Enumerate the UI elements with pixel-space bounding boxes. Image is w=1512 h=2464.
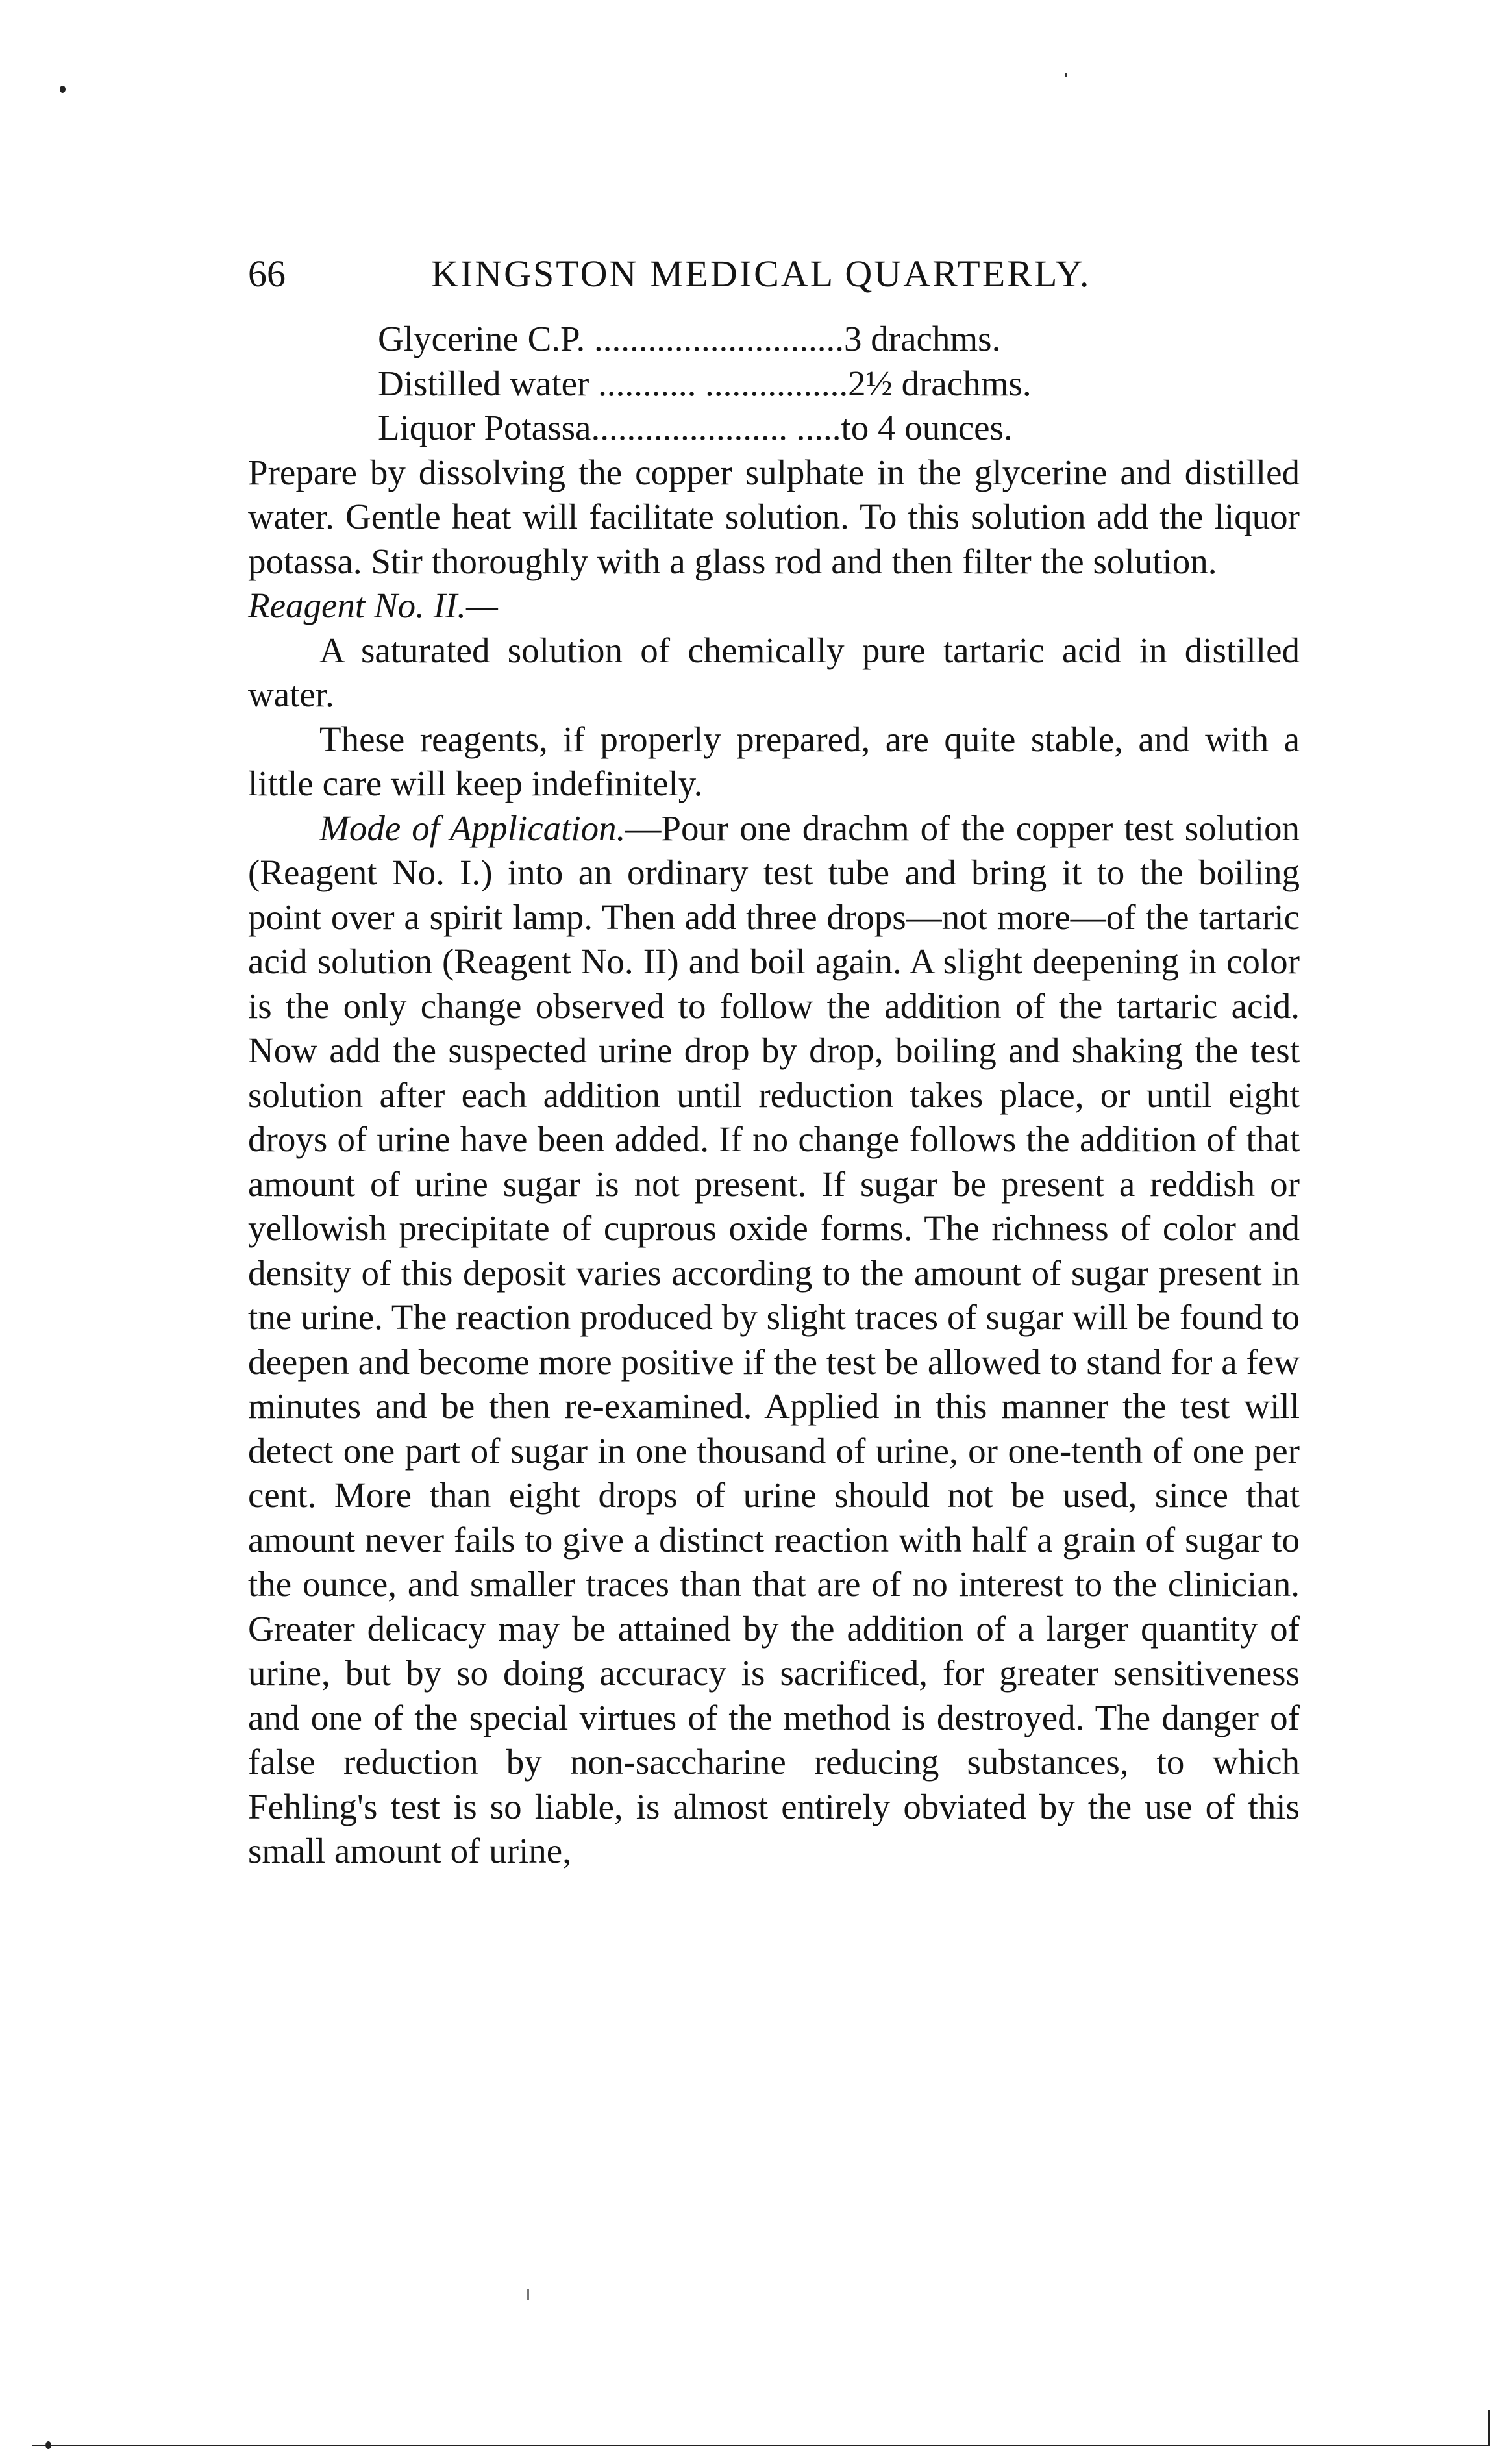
preparation-paragraph: Prepare by dissolving the copper sulphate in the glycerine and distilled water. Gentle heat will facilitate solution. To this solution add the liquor potassa. Stir thoroughly with a glass rod and then filter the solution. [248, 452, 1300, 581]
print-speck [60, 86, 66, 93]
print-speck [45, 2441, 51, 2449]
recipe-line-glycerine: Glycerine C.P. ............................3 drachms. [378, 319, 1001, 358]
stability-paragraph: These reagents, if properly prepared, are quite stable, and with a little care will keep indefinitely. [248, 719, 1300, 803]
reagent-two-paragraph: A saturated solution of chemically pure tartaric acid in distilled water. [248, 630, 1300, 714]
page-bottom-rule [32, 2445, 1490, 2446]
mode-text: —Pour one drachm of the copper test solution (Reagent No. I.) into an ordinary test tube and bring it to the boiling point over a spirit lamp. Then add three drops—not more—of the tartaric acid solution (Reagent No. II) and boil again. A slight deepening in color is the only change observed to follow the addition of the tartaric acid. Now add the suspected urine drop by drop, boiling and shaking the test solution after each addition until reduction takes place, or until eight droys of urine have been added. If no change follows the addition of that amount of urine sugar is not present. If sugar be present a reddish or yellowish precipitate of cuprous oxide forms. The richness of color and density of this deposit varies according to the amount of sugar present in tne urine. The reaction produced by slight traces of sugar will be found to deepen and become more positive if the test be allowed to stand for a few minutes and be then re-examined. Applied in this manner the test will detect one part of sugar in one thousand of urine, or one-tenth of one per cent. More than eight drops of urine should not be used, since that amount never fails to give a distinct reaction with half a grain of sugar to the ounce, and smaller traces than that are of no interest to the clinician. Greater delicacy may be attained by the addition of a larger quantity of urine, but by so doing accuracy is sacrificed, for greater sensitiveness and one of the special virtues of the method is destroyed. The danger of false reduction by non-saccharine reducing substances, to which Fehling's test is so liable, is almost entirely obviated by the use of this small amount of urine, [248, 808, 1300, 1871]
article-body [248, 317, 1300, 1874]
recipe-list [248, 317, 1300, 451]
mode-of-application-paragraph [248, 806, 1300, 1874]
page-corner-rule [1488, 2410, 1490, 2446]
page-header [248, 248, 1300, 300]
recipe-line-distilled-water: Distilled water ........... ................2½ drachms. [378, 363, 1032, 403]
reagent-heading: Reagent No. II.— [248, 586, 498, 625]
page-number: 66 [248, 253, 286, 295]
print-speck [527, 2289, 529, 2300]
print-speck [1065, 73, 1067, 77]
running-title: KINGSTON MEDICAL QUARTERLY. [431, 253, 1091, 295]
recipe-line-liquor-potassa: Liquor Potassa...................... .....to 4 ounces. [378, 408, 1013, 447]
mode-heading: Mode of Application. [319, 808, 626, 848]
